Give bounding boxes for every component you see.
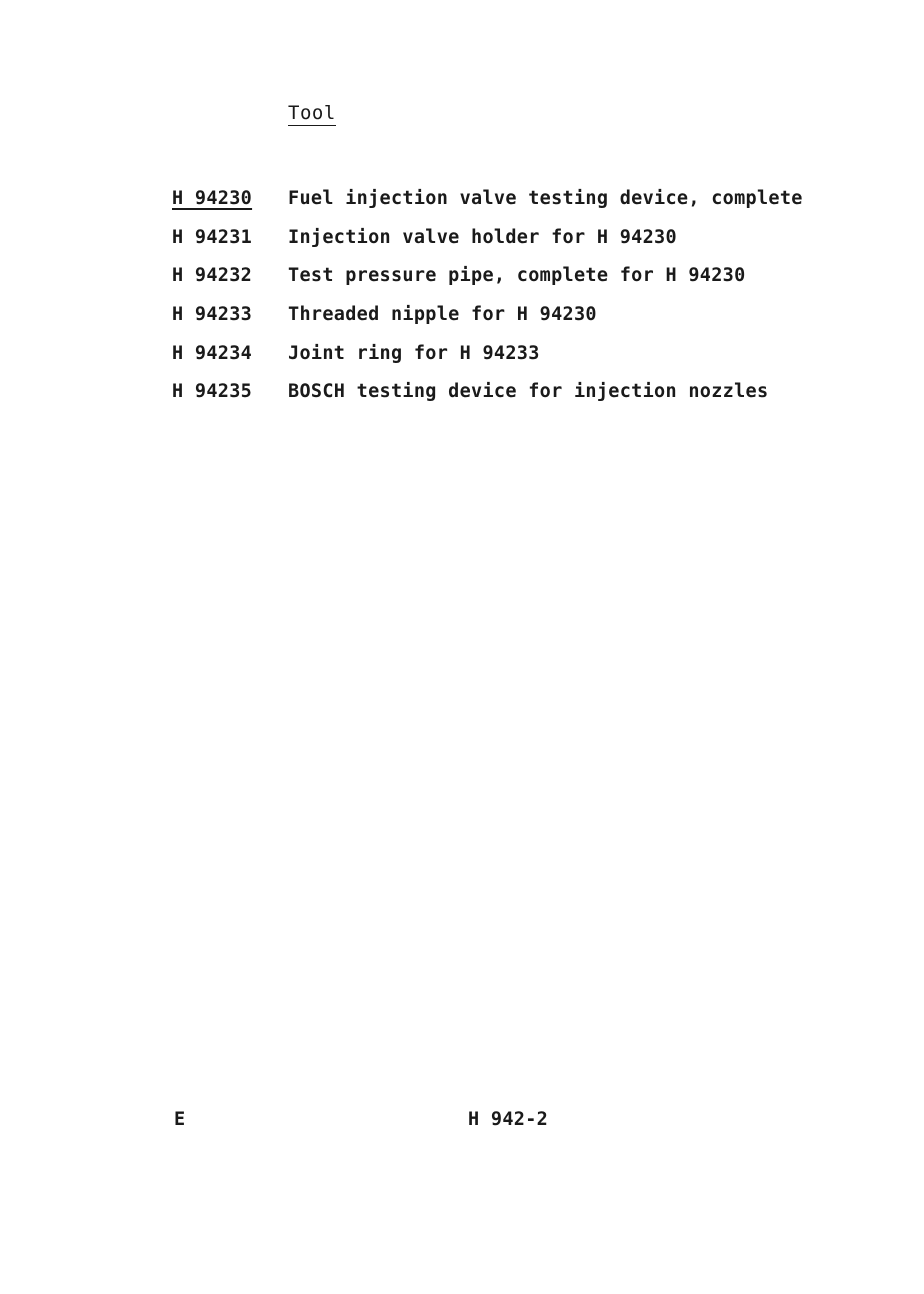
tool-row [172, 225, 803, 264]
tool-code: H 94231 [172, 226, 253, 248]
footer-page-number: H 942-2 [468, 1109, 549, 1130]
tool-description: Threaded nipple for H 94230 [288, 304, 597, 326]
footer-language-code: E [174, 1109, 186, 1130]
tool-code: H 94230 [172, 188, 253, 209]
tool-row [172, 341, 803, 380]
tool-code: H 94233 [172, 304, 253, 326]
tool-description: BOSCH testing device for injection nozzles [288, 381, 769, 403]
section-heading: Tool [288, 102, 336, 124]
tool-list [172, 186, 803, 418]
tool-row [172, 302, 803, 341]
tool-description: Test pressure pipe, complete for H 94230 [288, 265, 746, 287]
tool-description: Injection valve holder for H 94230 [288, 226, 677, 248]
tool-row [172, 186, 803, 225]
tool-code: H 94235 [172, 381, 253, 403]
tool-code: H 94234 [172, 342, 253, 364]
tool-row [172, 263, 803, 302]
tool-row [172, 379, 803, 418]
tool-code: H 94232 [172, 265, 253, 287]
tool-description: Fuel injection valve testing device, complete [288, 188, 803, 209]
tool-description: Joint ring for H 94233 [288, 342, 540, 364]
